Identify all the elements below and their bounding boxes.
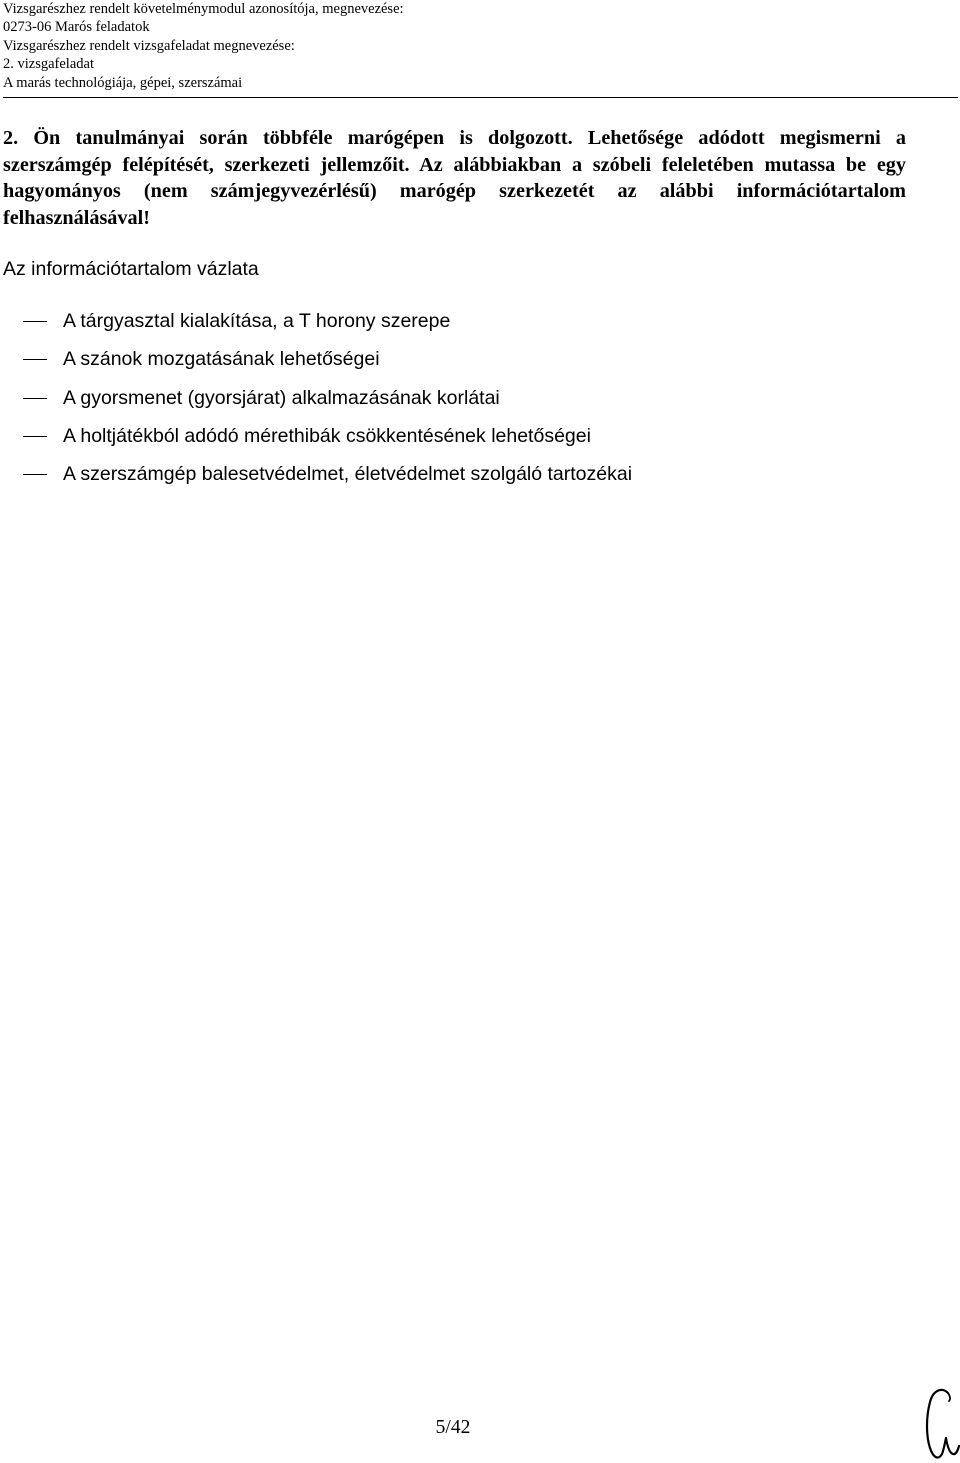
dash-bullet-icon [23,359,47,360]
list-item-text: A holtjátékból adódó mérethibák csökkentésének lehetőségei [63,424,591,447]
task-description: 2. Ön tanulmányai során többféle marógépen is dolgozott. Lehetősége adódott megismerni a szerszámgép felépítését, szerkezeti jellemzőit. Az alábbiakban a szóbeli feleletében mutassa be egy hagyományos (nem számjegyvezérlésű) marógép szerkezetét az alábbi információtartalom felhasználásával! [3,127,906,229]
list-item [0,423,960,461]
list-item-text: A tárgyasztal kialakítása, a T horony szerepe [63,310,451,332]
header-module-name: 0273-06 Marós feladatok [3,19,150,36]
outline-list [0,308,960,499]
signature-icon [918,1384,960,1463]
list-item [0,385,960,423]
page-number: 5/42 [435,1417,471,1438]
list-item [0,308,960,346]
list-item-text: A gyorsmenet (gyorsjárat) alkalmazásának korlátai [63,386,500,409]
document-header [3,0,404,92]
header-module-label: Vizsgarészhez rendelt követelménymodul azonosítója, megnevezése: [3,1,404,17]
list-item-text: A szerszámgép balesetvédelmet, életvédelmet szolgáló tartozékai [63,463,633,486]
header-task-label: Vizsgarészhez rendelt vizsgafeladat megnevezése: [3,37,295,54]
dash-bullet-icon [23,398,47,399]
header-task-name: A marás technológiája, gépei, szerszámai [3,74,243,91]
list-item-text: A szánok mozgatásának lehetőségei [63,348,380,371]
outline-title: Az információtartalom vázlata [3,258,259,280]
header-divider [3,97,958,98]
header-task-number: 2. vizsgafeladat [3,56,94,73]
dash-bullet-icon [23,321,47,322]
dash-bullet-icon [23,436,47,437]
list-item [0,346,960,384]
dash-bullet-icon [23,474,47,475]
list-item [0,461,960,499]
